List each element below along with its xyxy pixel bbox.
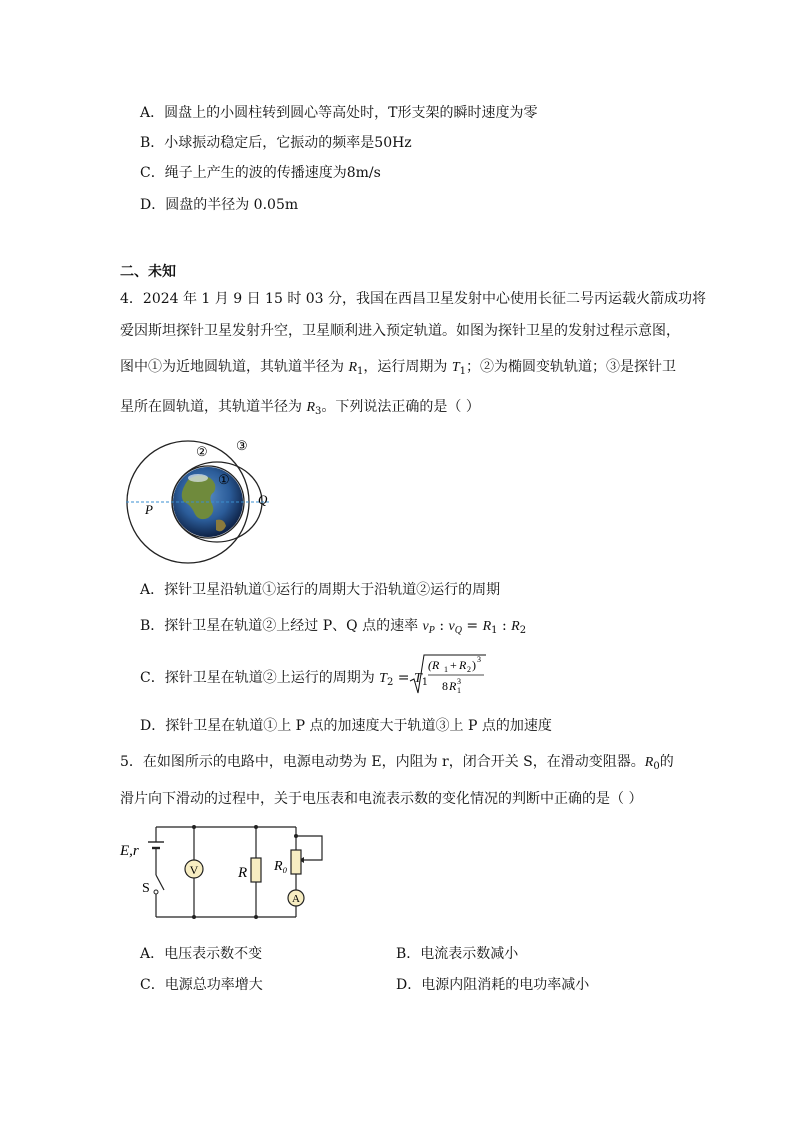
source-label: E,r (120, 843, 139, 859)
svg-text:3: 3 (457, 677, 461, 686)
resistor-r (251, 858, 261, 882)
section-title: 二、未知 (120, 264, 176, 280)
q4-stem-line4: 星所在圆轨道，其轨道半径为 $R_3$。下列说法正确的是（ ） (120, 399, 480, 417)
svg-text:8: 8 (442, 679, 448, 693)
q3-option-a: A．圆盘上的小圆柱转到圆心等高处时，T形支架的瞬时速度为零 (140, 105, 538, 121)
q5-option-d: D．电源内阻消耗的电功率减小 (396, 977, 590, 993)
q4-stem-line2: 爱因斯坦探针卫星发射升空，卫星顺利进入预定轨道。如图为探针卫星的发射过程示意图， (120, 323, 680, 339)
svg-text:(R: (R (428, 658, 440, 672)
q5-option-c: C．电源总功率增大 (140, 977, 263, 993)
rheostat-r0 (291, 850, 301, 874)
point-p-label: P (145, 502, 153, 517)
voltmeter-label: V (189, 863, 199, 877)
q4-option-a: A．探针卫星沿轨道①运行的周期大于沿轨道②运行的周期 (140, 582, 501, 598)
svg-text:1: 1 (444, 665, 448, 674)
orbit-2-label: ② (196, 444, 208, 459)
svg-text:): ) (472, 658, 476, 672)
q3-option-c: C．绳子上产生的波的传播速度为8m/s (140, 165, 381, 181)
q5-stem-line2: 滑片向下滑动的过程中，关于电压表和电流表示数的变化情况的判断中正确的是（ ） (120, 791, 643, 807)
q5-stem-line1: 5．在如图所示的电路中，电源电动势为 E，内阻为 r，闭合开关 S，在滑动变阻器。$R_0$的 (120, 754, 674, 772)
q4-option-b: B．探针卫星在轨道②上经过 P、Q 点的速率 $v_P$ : $v_Q = R_1$ : $R_2$ (140, 618, 527, 636)
orbit-1-label: ① (218, 472, 230, 487)
svg-text:2: 2 (467, 665, 471, 674)
svg-text:+: + (450, 658, 457, 672)
q4-option-d: D．探针卫星在轨道①上 P 点的加速度大于轨道③上 P 点的加速度 (140, 718, 552, 734)
svg-text:R: R (449, 679, 457, 693)
orbit-3-label: ③ (236, 438, 248, 453)
switch-contact (154, 890, 158, 894)
q4-option-c: C．探针卫星在轨道②上运行的周期为 $T_2 = T_1$ (140, 670, 429, 688)
q5-option-a: A．电压表示数不变 (140, 946, 263, 962)
point-q-label: Q (258, 492, 268, 507)
rheostat-label: R₀ (274, 859, 288, 874)
q5-option-b: B．电流表示数减小 (396, 946, 519, 962)
svg-text:R: R (459, 658, 467, 672)
circuit-diagram (118, 820, 338, 925)
period-formula-radical (408, 653, 488, 697)
q3-option-d: D．圆盘的半径为 0.05m (140, 197, 299, 213)
svg-text:1: 1 (457, 686, 461, 695)
svg-text:3: 3 (477, 655, 481, 664)
q4-stem-line3: 图中①为近地圆轨道，其轨道半径为 $R_1$，运行周期为 $T_1$；②为椭圆变轨轨道；③是探针卫 (120, 359, 677, 377)
switch-label: S (142, 881, 150, 896)
q4-stem-line1: 4．2024 年 1 月 9 日 15 时 03 分，我国在西昌卫星发射中心使用长征二号丙运载火箭成功将 (120, 291, 707, 307)
resistor-r-label: R (238, 865, 248, 881)
orbit-diagram (118, 432, 278, 572)
ammeter-label: A (292, 893, 300, 905)
q3-option-b: B．小球振动稳定后，它振动的频率是50Hz (140, 135, 412, 151)
